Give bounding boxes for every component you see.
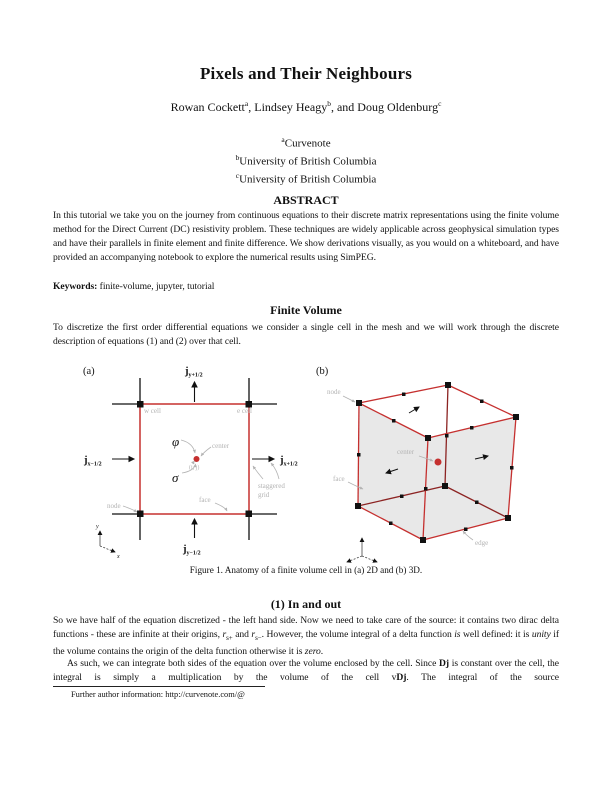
annotation-edge-3d: edge xyxy=(475,539,489,547)
affiliations xyxy=(0,133,612,187)
flux-label-left: jx−1/2 xyxy=(84,455,102,468)
author-2-affmark: b xyxy=(327,99,331,108)
annotation-staggered-grid-1: staggered xyxy=(258,482,285,490)
math-r-s-plus: r xyxy=(222,629,227,640)
annotation-node-3d: node xyxy=(327,388,341,396)
panel-b-tag: (b) xyxy=(316,366,329,377)
affiliation-3: $^c$University of British Columbia xyxy=(235,171,377,186)
abstract-heading: ABSTRACT xyxy=(273,193,339,207)
author-separator: , xyxy=(248,100,255,114)
figure-caption: Figure 1. Anatomy of a finite volume cell in (a) 2D and (b) 3D. xyxy=(189,565,423,575)
abstract-text: In this tutorial we take you on the journey from continuous equations to their discrete matrix representations using the finite volume method for the Direct Current (DC) resistivity problem. These techniques are widely applicable across geophysical simulation types and have their parallels in finite element and finite difference. We show derivations visually, as you would on a whiteboard, and have provided an accompanying notebook to explore the numerical results using SimPEG. xyxy=(53,210,559,263)
math-r-s-minus: r xyxy=(251,629,256,640)
affiliation-2: $^b$University of British Columbia xyxy=(235,153,377,168)
keywords-line xyxy=(53,280,559,294)
author-3: Doug Oldenburg xyxy=(357,100,439,114)
annotation-face: face xyxy=(199,496,211,504)
axes-2d xyxy=(95,524,120,560)
section-heading-in-and-out: (1) In and out xyxy=(270,597,342,611)
author-1: Rowan Cockett xyxy=(170,100,245,114)
in-and-out-paragraph-2: As such, we can integrate both sides of the equation over the volume enclosed by the cell. Since Dj is constant over the cell, the integral is simply a multiplication by the volume of the cell vDj. The integral of the source xyxy=(53,658,559,683)
author-1-affmark: a xyxy=(244,99,249,108)
author-3-affmark: c xyxy=(438,99,442,108)
annotation-center: center xyxy=(212,442,230,450)
panel-a-tag: (a) xyxy=(83,366,95,377)
flux-label-top: jy+1/2 xyxy=(185,366,203,379)
figure-1b-3d-cell-diagram xyxy=(305,360,565,565)
footnote xyxy=(53,690,559,699)
annotation-staggered-grid-2: grid xyxy=(258,491,270,499)
sigma-symbol: σ xyxy=(172,470,179,485)
page-title: Pixels and Their Neighbours xyxy=(199,64,413,83)
flux-label-right: jx+1/2 xyxy=(280,455,298,468)
footnote-rule xyxy=(53,686,265,687)
flux-label-bottom: jy−1/2 xyxy=(183,544,201,557)
math-Dj-1: Dj xyxy=(439,658,450,669)
footnote-label: Further author information: xyxy=(71,690,166,699)
math-Dj-2: Dj xyxy=(396,672,407,683)
axis-y-label: y xyxy=(96,524,99,530)
axis-x-label: x xyxy=(117,554,120,560)
cube-shaded-faces xyxy=(358,403,516,540)
annotation-center-3d: center xyxy=(397,448,415,456)
annotation-e-cell: e cell xyxy=(237,407,252,415)
finite-volume-text: To discretize the first order differential equations we consider a single cell in the mesh and we will work through the discrete description of equations (1) and (2) over that cell. xyxy=(53,322,559,347)
author-line xyxy=(0,99,612,115)
keywords-label: Keywords: xyxy=(53,281,98,292)
author-separator-and: , and xyxy=(330,100,358,114)
author-2: Lindsey Heagy xyxy=(254,100,328,114)
section-heading-finite-volume: Finite Volume xyxy=(270,303,342,317)
in-and-out-paragraph-1: So we have half of the equation discretized - the left hand side. Now we need to take care of the source: it contains two dirac delta functions - these are infinite at their origins, $r_{s+}$ and $r_{s-}$. However, the volume integral of a delta function is well defined: it is unity if the volume contains the origin of the delta function otherwise it is zero. xyxy=(53,615,560,657)
axes-3d xyxy=(347,538,377,562)
footnote-url[interactable]: http://curvenote.com/@ xyxy=(165,690,245,699)
annotation-face-3d: face xyxy=(333,475,345,483)
cube-left-face xyxy=(358,403,428,540)
figure-1a-2d-cell-diagram xyxy=(55,360,305,565)
keywords-list: finite-volume, jupyter, tutorial xyxy=(97,281,215,292)
annotation-index: (i, j) xyxy=(189,465,200,471)
affiliation-1: $^a$Curvenote xyxy=(281,135,331,150)
annotation-w-cell: w cell xyxy=(144,407,161,415)
cube-center-dot xyxy=(435,459,442,466)
annotation-node: node xyxy=(107,502,121,510)
phi-symbol: φ xyxy=(172,434,180,449)
